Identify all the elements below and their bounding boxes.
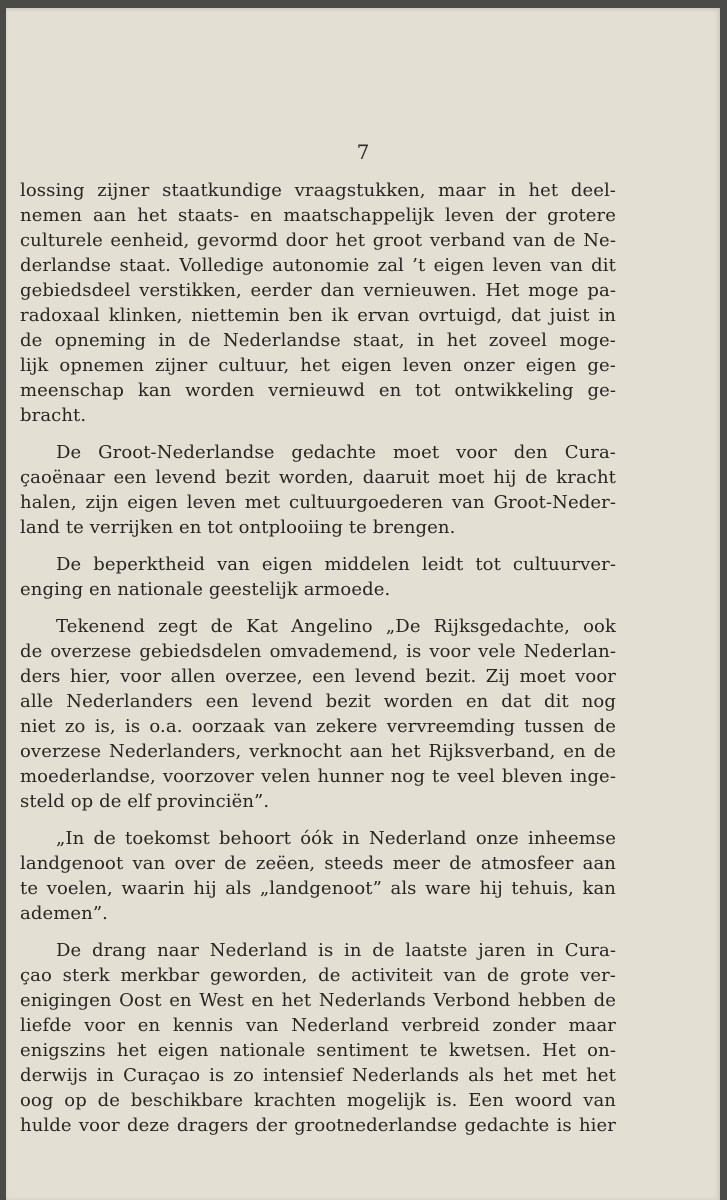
text-line: overzese Nederlanders, verknocht aan het Rijksverband, en de [20,741,616,762]
text-line: lijk opnemen zijner cultuur, het eigen leven onzer eigen ge- [20,355,616,376]
text-line: çao sterk merkbar geworden, de activiteit van de grote ver- [20,965,616,986]
text-line: De Groot-Nederlandse gedachte moet voor den Cura- [56,442,616,463]
text-line: halen, zijn eigen leven met cultuurgoederen van Groot-Neder- [20,492,616,513]
paragraph [20,938,616,1138]
page-number: 7 [356,140,370,164]
body-text [20,178,616,1138]
text-line: de opneming in de Nederlandse staat, in het zoveel moge- [20,330,616,351]
text-line: çaoënaar een levend bezit worden, daaruit moet hij de kracht [20,467,616,488]
text-line: gebiedsdeel verstikken, eerder dan vernieuwen. Het moge pa- [20,280,616,301]
text-line: enigingen Oost en West en het Nederlands Verbond hebben de [20,990,616,1011]
text-line: nemen aan het staats- en maatschappelijk leven der grotere [20,205,616,226]
text-line: culturele eenheid, gevormd door het groot verband van de Ne- [20,230,616,251]
text-line: liefde voor en kennis van Nederland verbreid zonder maar [20,1015,616,1036]
text-line: steld op de elf provinciën”. [20,791,270,812]
text-line: radoxaal klinken, niettemin ben ik ervan ovrtuigd, dat juist in [20,305,616,326]
book-page [6,8,720,1200]
text-line: niet zo is, is o.a. oorzaak van zekere vervreemding tussen de [20,716,616,737]
text-line: land te verrijken en tot ontplooiing te brengen. [20,517,456,538]
paragraph [20,826,616,926]
text-line: derwijs in Curaçao is zo intensief Nederlands als het met het [20,1065,616,1086]
text-line: De beperktheid van eigen middelen leidt tot cultuurver- [56,554,616,575]
text-line: te voelen, waarin hij als „landgenoot” als ware hij tehuis, kan [20,878,616,899]
text-line: landgenoot van over de zeëen, steeds meer de atmosfeer aan [20,853,616,874]
text-line: ders hier, voor allen overzee, een levend bezit. Zij moet voor [20,666,616,687]
text-line: Tekenend zegt de Kat Angelino „De Rijksgedachte, ook [56,616,616,637]
paragraph [20,614,616,814]
text-line: bracht. [20,405,87,426]
text-line: meenschap kan worden vernieuwd en tot ontwikkeling ge- [20,380,616,401]
text-line: derlandse staat. Volledige autonomie zal ’t eigen leven van dit [20,255,616,276]
paragraph [20,440,616,540]
text-line: moederlandse, voorzover velen hunner nog te veel bleven inge- [20,766,616,787]
paragraph [20,552,616,602]
paragraph [20,178,616,428]
text-line: hulde voor deze dragers der grootnederlandse gedachte is hier [20,1115,616,1136]
text-line: enging en nationale geestelijk armoede. [20,579,391,600]
text-line: de overzese gebiedsdelen omvademend, is voor vele Nederlan- [20,641,616,662]
text-line: „In de toekomst behoort óók in Nederland onze inheemse [56,828,616,849]
text-line: oog op de beschikbare krachten mogelijk is. Een woord van [20,1090,616,1111]
text-line: enigszins het eigen nationale sentiment te kwetsen. Het on- [20,1040,616,1061]
text-line: ademen”. [20,903,108,924]
text-line: lossing zijner staatkundige vraagstukken, maar in het deel- [20,180,616,201]
text-line: De drang naar Nederland is in de laatste jaren in Cura- [56,940,616,961]
text-line: alle Nederlanders een levend bezit worden en dat dit nog [20,691,616,712]
